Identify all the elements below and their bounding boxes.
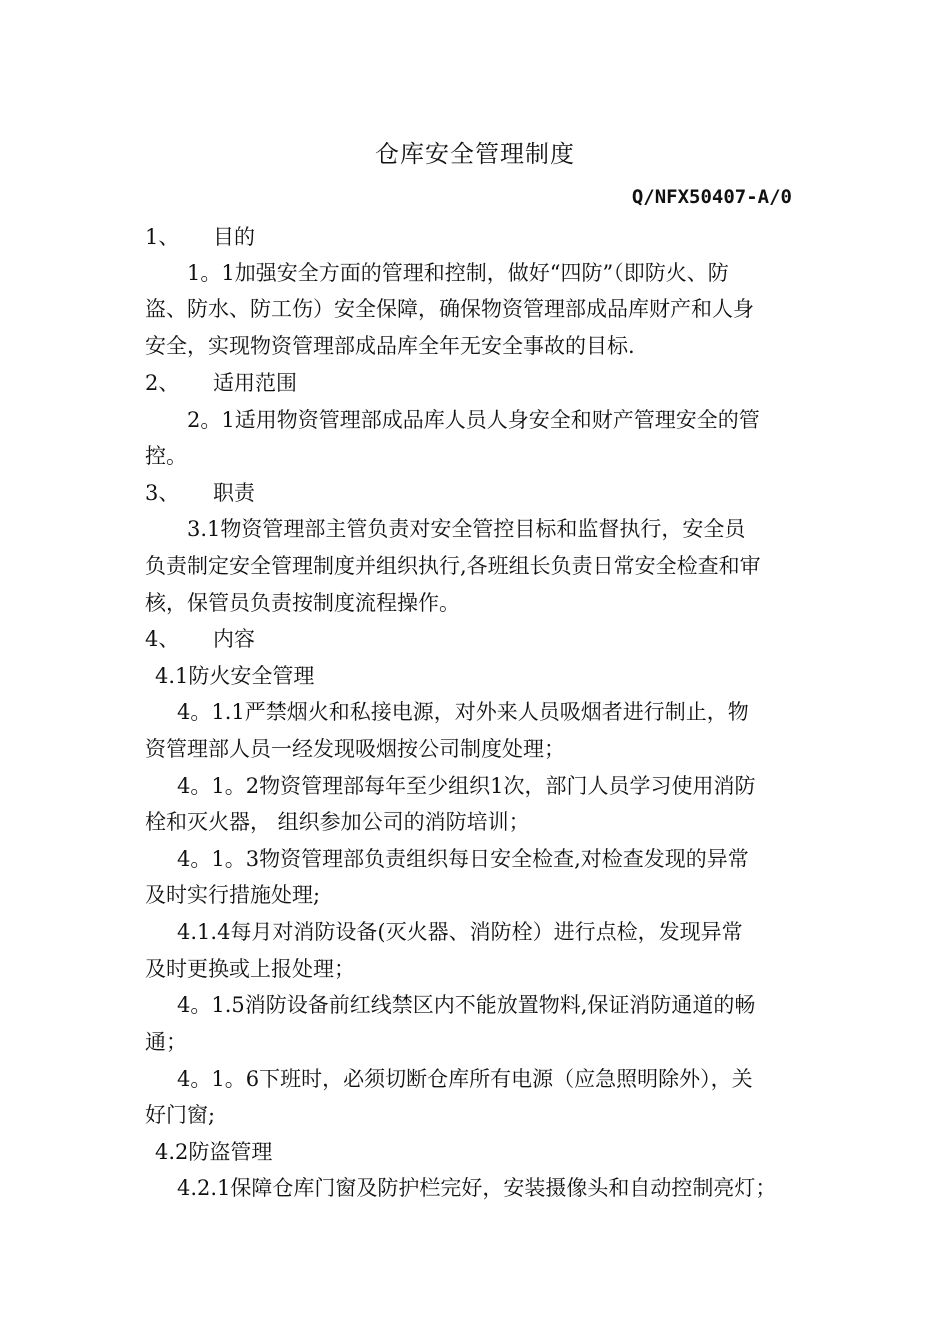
- section-number: 2、: [145, 371, 180, 395]
- subsection-heading: 4.1防火安全管理: [155, 664, 315, 688]
- section-heading-3: [145, 478, 255, 508]
- paragraph-line: 1。1加强安全方面的管理和控制，做好“四防”（即防火、防: [187, 261, 729, 285]
- paragraph-line: 4.2.1保障仓库门窗及防护栏完好，安装摄像头和自动控制亮灯；: [177, 1176, 777, 1200]
- paragraph-line: 核，保管员负责按制度流程操作。: [145, 591, 460, 615]
- section-title: 内容: [213, 627, 255, 651]
- paragraph-line: 4。1。6下班时，必须切断仓库所有电源（应急照明除外），关: [177, 1067, 753, 1091]
- paragraph-line: 通；: [145, 1030, 187, 1054]
- paragraph-line: 栓和灭火器， 组织参加公司的消防培训；: [145, 810, 530, 834]
- paragraph-line: 盗、防水、防工伤）安全保障，确保物资管理部成品库财产和人身: [145, 297, 754, 321]
- document-title: 仓库安全管理制度: [375, 140, 575, 168]
- section-number: 3、: [145, 481, 180, 505]
- subsection-heading: 4.2防盗管理: [155, 1140, 273, 1164]
- paragraph-line: 及时更换或上报处理；: [145, 957, 355, 981]
- section-title: 目的: [213, 225, 255, 249]
- paragraph-line: 控。: [145, 444, 187, 468]
- paragraph-line: 4。1.5消防设备前红线禁区内不能放置物料,保证消防通道的畅: [177, 993, 756, 1017]
- paragraph-line: 4。1.1严禁烟火和私接电源，对外来人员吸烟者进行制止，物: [177, 700, 749, 724]
- paragraph-line: 2。1适用物资管理部成品库人员人身安全和财产管理安全的管: [187, 408, 760, 432]
- section-title: 适用范围: [213, 371, 297, 395]
- paragraph-line: 资管理部人员一经发现吸烟按公司制度处理；: [145, 737, 565, 761]
- document-code: Q/NFX50407-A/0: [631, 186, 792, 208]
- paragraph-line: 负责制定安全管理制度并组织执行,各班组长负责日常安全检查和审: [145, 554, 761, 578]
- section-number: 1、: [145, 225, 180, 249]
- section-title: 职责: [213, 481, 255, 505]
- section-heading-2: [145, 368, 297, 398]
- paragraph-line: 好门窗;: [145, 1103, 216, 1127]
- section-heading-4: [145, 624, 255, 654]
- paragraph-line: 4.1.4每月对消防设备(灭火器、消防栓）进行点检，发现异常: [177, 920, 743, 944]
- paragraph-line: 及时实行措施处理;: [145, 883, 321, 907]
- paragraph-line: 4。1。3物资管理部负责组织每日安全检查,对检查发现的异常: [177, 847, 749, 871]
- paragraph-line: 3.1物资管理部主管负责对安全管控目标和监督执行，安全员: [187, 517, 746, 541]
- section-heading-1: [145, 222, 255, 252]
- paragraph-line: 4。1。2物资管理部每年至少组织1次，部门人员学习使用消防: [177, 774, 756, 798]
- paragraph-line: 安全，实现物资管理部成品库全年无安全事故的目标.: [145, 334, 635, 358]
- section-number: 4、: [145, 627, 180, 651]
